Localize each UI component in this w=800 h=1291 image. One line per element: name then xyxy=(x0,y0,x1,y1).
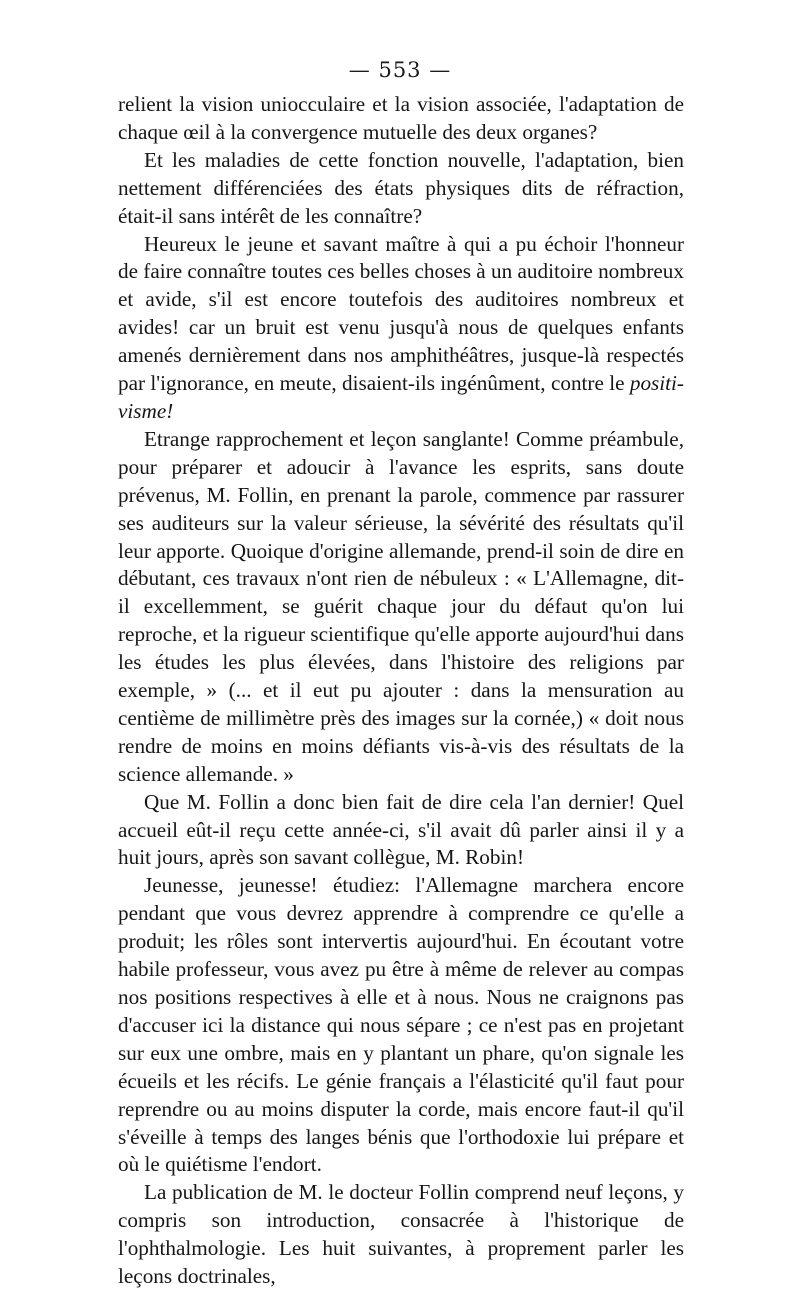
paragraph-text: Etrange rapprochement et leçon sanglante! Comme préambule, pour préparer et adoucir à l'avance les esprits, sans doute prévenus, M. Follin, en prenant la parole, commence par rassurer ses auditeurs sur la valeur sérieuse, la sévérité des résultats qu'il leur apporte. Quoique d'origine allemande, prend-il soin de dire en débutant, ces travaux n'ont rien de nébuleux : « L'Allemagne, dit-il excellemment, se guérit chaque jour du défaut qu'on lui reproche, et la rigueur scientifique qu'elle apporte aujourd'hui dans les études les plus élevées, dans l'histoire des religions par exemple, » (... et il eut pu ajouter : dans la mensuration au centième de millimètre près des images sur la cornée,) « doit nous rendre de moins en moins défiants vis-à-vis des résultats de la science allemande. » xyxy=(118,426,684,786)
paragraph-text: Et les maladies de cette fonction nouvelle, l'adaptation, bien nettement différenciées des états physiques dits de réfraction, était-il sans intérêt de les connaître? xyxy=(118,147,684,228)
page-number: — 553 — xyxy=(348,58,452,82)
body-text xyxy=(118,91,684,1291)
paragraph-text: Que M. Follin a donc bien fait de dire cela l'an dernier! Quel accueil eût-il reçu cette année-ci, s'il avait dû parler ainsi il y a huit jours, après son savant collègue, M. Robin! xyxy=(118,789,684,870)
paragraph-text: Heureux le jeune et savant maître à qui a pu échoir l'honneur de faire connaître toutes ces belles choses à un auditoire nombreux et avide, s'il est encore toutefois des auditoires nombreux et avides! car un bruit est venu jusqu'à nous de quelques enfants amenés dernièrement dans nos amphithéâtres, jusque-là respectés par l'ignorance, en meute, disaient-ils ingénûment, contre le xyxy=(118,231,684,396)
paragraph xyxy=(118,91,684,147)
italic-term: positi-visme! xyxy=(118,371,684,423)
paragraph xyxy=(118,147,684,231)
paragraph xyxy=(118,872,684,1179)
paragraph xyxy=(118,1179,684,1291)
paragraph-text: Jeunesse, jeunesse! étudiez: l'Allemagne marchera encore pendant que vous devrez apprendre à comprendre ce qu'elle a produit; les rôles sont intervertis aujourd'hui. En écoutant votre habile professeur, vous avez pu être à même de relever au compas nos positions respectives à elle et à nous. Nous ne craignons pas d'accuser ici la distance qui nous sépare ; ce n'est pas en projetant sur eux une ombre, mais en y plantant un phare, qu'on signale les écueils et les récifs. Le génie français a l'élasticité qu'il faut pour reprendre ou au moins disputer la corde, mais encore faut-il qu'il s'éveille à temps des langes bénis que l'orthodoxie lui prépare et où le quiétisme l'endort. xyxy=(118,873,684,1177)
paragraph xyxy=(118,426,684,789)
paragraph-text: relient la vision uniocculaire et la vision associée, l'adaptation de chaque œil à la convergence mutuelle des deux organes? xyxy=(118,92,684,144)
paragraph xyxy=(118,231,684,426)
paragraph-text: La publication de M. le docteur Follin comprend neuf leçons, y compris son introduction, consacrée à l'historique de l'ophthalmologie. Les huit suivantes, à proprement parler les leçons doctrinales, xyxy=(118,1180,684,1289)
paragraph xyxy=(118,789,684,873)
